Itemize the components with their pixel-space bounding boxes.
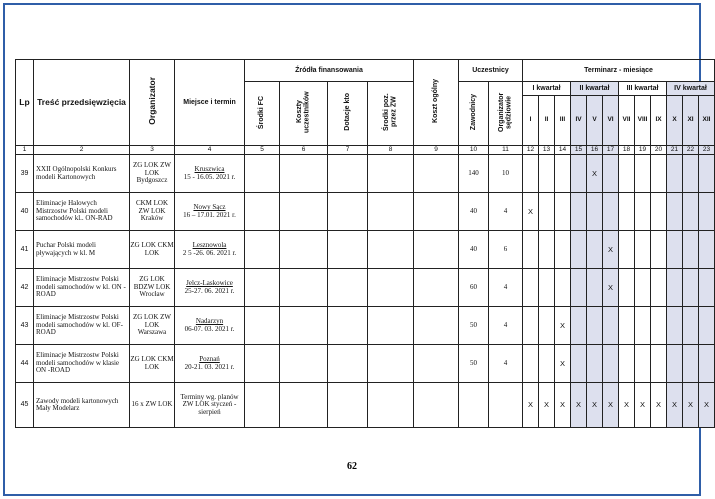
- row-organizator: ZG LOK ZW LOK Bydgoszcz: [130, 155, 175, 193]
- row-month-mark: [539, 345, 555, 383]
- row-month-mark: X: [667, 383, 683, 428]
- row-month-mark: [539, 231, 555, 269]
- row-empty-cost: [328, 269, 368, 307]
- row-zawodnicy: 60: [459, 269, 489, 307]
- row-empty-cost: [245, 345, 280, 383]
- row-empty-cost: [245, 231, 280, 269]
- row-month-mark: [555, 155, 571, 193]
- table-row: [16, 383, 715, 428]
- row-month-mark: [683, 193, 699, 231]
- row-month-mark: X: [683, 383, 699, 428]
- column-number: 11: [489, 146, 523, 155]
- row-tresc: XXII Ogólnopolski Konkurs modeli Kartonowych: [34, 155, 130, 193]
- row-month-mark: [683, 269, 699, 307]
- row-miejsce: [175, 231, 245, 269]
- row-month-mark: [555, 193, 571, 231]
- column-number: 9: [414, 146, 459, 155]
- row-month-mark: [539, 307, 555, 345]
- header-kwartal-2: II kwartał: [571, 82, 619, 96]
- column-number: 20: [651, 146, 667, 155]
- row-organizator: ZG LOK CKM LOK: [130, 231, 175, 269]
- row-month-mark: [699, 193, 715, 231]
- row-month-mark: [555, 231, 571, 269]
- row-month-mark: [619, 345, 635, 383]
- row-month-mark: [699, 269, 715, 307]
- row-month-mark: [603, 155, 619, 193]
- row-month-mark: X: [635, 383, 651, 428]
- row-empty-cost: [328, 155, 368, 193]
- row-zawodnicy: 50: [459, 307, 489, 345]
- row-month-mark: [635, 269, 651, 307]
- row-month-mark: [555, 269, 571, 307]
- row-empty-cost: [414, 193, 459, 231]
- row-organizator: 16 x ZW LOK: [130, 383, 175, 428]
- row-month-mark: [571, 231, 587, 269]
- row-month-mark: [651, 155, 667, 193]
- row-month-mark: [587, 345, 603, 383]
- row-month-mark: [635, 193, 651, 231]
- row-month-mark: X: [523, 193, 539, 231]
- row-miejsce-place: Poznań: [199, 355, 220, 364]
- row-month-mark: [587, 269, 603, 307]
- month-header: VI: [603, 96, 619, 146]
- row-month-mark: [539, 155, 555, 193]
- row-lp: 40: [16, 193, 34, 231]
- month-header: III: [555, 96, 571, 146]
- row-month-mark: [699, 307, 715, 345]
- header-dotacje-label: Dotacje kto: [343, 93, 351, 132]
- row-month-mark: [619, 231, 635, 269]
- row-empty-cost: [368, 307, 414, 345]
- row-sedziowie: 4: [489, 345, 523, 383]
- row-month-mark: [587, 231, 603, 269]
- column-number: 23: [699, 146, 715, 155]
- row-miejsce-date: 06-07. 03. 2021 r.: [184, 324, 235, 333]
- row-month-mark: [571, 193, 587, 231]
- row-tresc: Eliminacje Mistrzostw Polski modeli samochodów w kl. ON - ROAD: [34, 269, 130, 307]
- row-month-mark: [635, 231, 651, 269]
- row-tresc: Zawody modeli kartonowych Mały Modelarz: [34, 383, 130, 428]
- row-tresc: Eliminacje Mistrzostw Polski modeli samochodów w klasie ON -ROAD: [34, 345, 130, 383]
- header-lp: Lp: [16, 60, 34, 146]
- header-srodki-fc: [245, 82, 280, 146]
- row-month-mark: X: [523, 383, 539, 428]
- row-miejsce: [175, 193, 245, 231]
- row-month-mark: [683, 155, 699, 193]
- row-month-mark: [667, 193, 683, 231]
- table-row: [16, 269, 715, 307]
- row-miejsce-place: Lesznowola: [192, 241, 227, 250]
- row-month-mark: [667, 155, 683, 193]
- row-zawodnicy: 140: [459, 155, 489, 193]
- row-month-mark: [587, 307, 603, 345]
- row-zawodnicy: [459, 383, 489, 428]
- column-number: 7: [328, 146, 368, 155]
- row-month-mark: X: [651, 383, 667, 428]
- row-month-mark: [667, 231, 683, 269]
- row-lp: 39: [16, 155, 34, 193]
- column-number: 10: [459, 146, 489, 155]
- month-header: IV: [571, 96, 587, 146]
- month-header: I: [523, 96, 539, 146]
- header-koszt-ogolny: [414, 60, 459, 146]
- plan-body: [16, 155, 715, 428]
- row-empty-cost: [280, 345, 328, 383]
- header-koszty: [280, 82, 328, 146]
- row-month-mark: [683, 231, 699, 269]
- row-lp: 44: [16, 345, 34, 383]
- row-month-mark: X: [587, 155, 603, 193]
- row-month-mark: [699, 155, 715, 193]
- table-row: [16, 345, 715, 383]
- header-organizator: [130, 60, 175, 146]
- row-month-mark: X: [555, 383, 571, 428]
- row-empty-cost: [368, 345, 414, 383]
- row-empty-cost: [280, 155, 328, 193]
- row-empty-cost: [414, 155, 459, 193]
- header-kwartal-4: IV kwartał: [667, 82, 715, 96]
- header-zawodnicy-label: Zawodnicy: [469, 94, 477, 131]
- row-empty-cost: [414, 345, 459, 383]
- row-organizator: CKM LOK ZW LOK Kraków: [130, 193, 175, 231]
- row-month-mark: X: [587, 383, 603, 428]
- row-miejsce-place: Jelcz-Laskowice: [186, 279, 233, 288]
- column-number: 4: [175, 146, 245, 155]
- month-header: XII: [699, 96, 715, 146]
- row-miejsce: [175, 269, 245, 307]
- column-number: 21: [667, 146, 683, 155]
- row-month-mark: [635, 155, 651, 193]
- row-month-mark: [667, 307, 683, 345]
- row-month-mark: X: [699, 383, 715, 428]
- header-uczestnicy: Uczestnicy: [459, 60, 523, 82]
- row-month-mark: [523, 345, 539, 383]
- row-empty-cost: [414, 383, 459, 428]
- row-sedziowie: [489, 383, 523, 428]
- header-organizator-label: Organizator: [146, 77, 157, 126]
- row-empty-cost: [245, 193, 280, 231]
- row-month-mark: [571, 345, 587, 383]
- row-month-mark: [603, 307, 619, 345]
- row-month-mark: [523, 307, 539, 345]
- column-number: 8: [368, 146, 414, 155]
- column-number: 6: [280, 146, 328, 155]
- row-miejsce: [175, 345, 245, 383]
- row-month-mark: X: [619, 383, 635, 428]
- row-miejsce-date: 20-21. 03. 2021 r.: [184, 362, 235, 371]
- header-koszty-label: Koszty uczestników: [296, 91, 311, 134]
- column-number: 19: [635, 146, 651, 155]
- column-number: 13: [539, 146, 555, 155]
- row-empty-cost: [414, 231, 459, 269]
- row-month-mark: [603, 345, 619, 383]
- row-organizator: ZG LOK BDZW LOK Wrocław: [130, 269, 175, 307]
- column-number: 2: [34, 146, 130, 155]
- column-number: 17: [603, 146, 619, 155]
- header-zawodnicy: [459, 82, 489, 146]
- month-header: VIII: [635, 96, 651, 146]
- row-month-mark: [619, 155, 635, 193]
- row-month-mark: X: [571, 383, 587, 428]
- header-srodki-zw-label: Środki poz. przez ZW: [383, 93, 398, 132]
- row-month-mark: [699, 231, 715, 269]
- row-organizator: ZG LOK ZW LOK Warszawa: [130, 307, 175, 345]
- plan-table: [15, 59, 715, 428]
- row-month-mark: [523, 231, 539, 269]
- row-miejsce-date: 16 – 17.01. 2021 r.: [183, 210, 236, 219]
- header-kwartal-3: III kwartał: [619, 82, 667, 96]
- row-empty-cost: [245, 269, 280, 307]
- row-tresc: Eliminacje Halowych Mistrzostw Polski modeli samochodów kl.. ON-RAD: [34, 193, 130, 231]
- row-empty-cost: [328, 383, 368, 428]
- column-number: 3: [130, 146, 175, 155]
- page-number: 62: [347, 461, 357, 472]
- row-month-mark: X: [539, 383, 555, 428]
- row-month-mark: [587, 193, 603, 231]
- row-lp: 42: [16, 269, 34, 307]
- table-row: [16, 155, 715, 193]
- row-organizator: ZG LOK CKM LOK: [130, 345, 175, 383]
- row-sedziowie: 4: [489, 269, 523, 307]
- header-terminarz: Terminarz - miesiące: [523, 60, 715, 82]
- row-miejsce: [175, 307, 245, 345]
- row-zawodnicy: 40: [459, 193, 489, 231]
- row-miejsce-place: Nowy Sącz: [193, 203, 226, 212]
- row-empty-cost: [368, 383, 414, 428]
- row-empty-cost: [245, 307, 280, 345]
- column-number: 15: [571, 146, 587, 155]
- table-row: [16, 231, 715, 269]
- row-empty-cost: [414, 269, 459, 307]
- row-month-mark: [539, 269, 555, 307]
- row-miejsce-date: Terminy wg. planów ZW LOK styczeń - sierpień: [180, 392, 239, 416]
- row-empty-cost: [328, 345, 368, 383]
- row-month-mark: [683, 345, 699, 383]
- month-header: XI: [683, 96, 699, 146]
- column-number: 18: [619, 146, 635, 155]
- row-empty-cost: [368, 155, 414, 193]
- row-lp: 45: [16, 383, 34, 428]
- row-miejsce-date: 15 - 16.05. 2021 r.: [183, 172, 236, 181]
- table-row: [16, 193, 715, 231]
- row-tresc: Eliminacje Mistrzostw Polski modeli samochodów w kl. OF- ROAD: [34, 307, 130, 345]
- header-organizator-sedziowie: [489, 82, 523, 146]
- row-miejsce-place: Kruszwica: [194, 165, 225, 174]
- row-month-mark: [523, 155, 539, 193]
- header-koszt-ogolny-label: Koszt ogólny: [432, 79, 440, 124]
- row-month-mark: [651, 307, 667, 345]
- column-number: 12: [523, 146, 539, 155]
- column-number: 1: [16, 146, 34, 155]
- row-month-mark: [651, 231, 667, 269]
- month-header: VII: [619, 96, 635, 146]
- row-empty-cost: [368, 193, 414, 231]
- row-month-mark: [667, 269, 683, 307]
- row-month-mark: X: [555, 345, 571, 383]
- row-month-mark: [539, 193, 555, 231]
- row-sedziowie: 4: [489, 307, 523, 345]
- row-month-mark: [619, 307, 635, 345]
- column-number: 14: [555, 146, 571, 155]
- column-number: 22: [683, 146, 699, 155]
- row-empty-cost: [368, 231, 414, 269]
- row-empty-cost: [368, 269, 414, 307]
- row-month-mark: [571, 155, 587, 193]
- row-empty-cost: [328, 193, 368, 231]
- row-month-mark: [651, 269, 667, 307]
- row-month-mark: [651, 193, 667, 231]
- row-empty-cost: [328, 307, 368, 345]
- header-miejsce: Miejsce i termin: [175, 60, 245, 146]
- column-number: 16: [587, 146, 603, 155]
- row-sedziowie: 6: [489, 231, 523, 269]
- month-header: IX: [651, 96, 667, 146]
- column-number-row: [16, 146, 715, 155]
- row-month-mark: [699, 345, 715, 383]
- header-dotacje: [328, 82, 368, 146]
- row-empty-cost: [280, 193, 328, 231]
- row-month-mark: X: [555, 307, 571, 345]
- row-empty-cost: [280, 307, 328, 345]
- row-month-mark: [651, 345, 667, 383]
- month-header: V: [587, 96, 603, 146]
- row-month-mark: [523, 269, 539, 307]
- row-empty-cost: [328, 231, 368, 269]
- row-miejsce-date: 25-27. 06. 2021 r.: [184, 286, 235, 295]
- row-sedziowie: 10: [489, 155, 523, 193]
- row-month-mark: [667, 345, 683, 383]
- table-row: [16, 307, 715, 345]
- month-header: X: [667, 96, 683, 146]
- row-zawodnicy: 50: [459, 345, 489, 383]
- row-month-mark: [619, 269, 635, 307]
- row-month-mark: [571, 307, 587, 345]
- row-empty-cost: [280, 269, 328, 307]
- row-month-mark: [571, 269, 587, 307]
- row-miejsce: [175, 155, 245, 193]
- header-tresc: Treść przedsięwzięcia: [34, 60, 130, 146]
- month-header: II: [539, 96, 555, 146]
- row-month-mark: [619, 193, 635, 231]
- row-miejsce: [175, 383, 245, 428]
- row-tresc: Puchar Polski modeli pływających w kl. M: [34, 231, 130, 269]
- column-number: 5: [245, 146, 280, 155]
- row-zawodnicy: 40: [459, 231, 489, 269]
- row-empty-cost: [280, 231, 328, 269]
- row-empty-cost: [245, 383, 280, 428]
- row-lp: 43: [16, 307, 34, 345]
- header-srodki-zw: [368, 82, 414, 146]
- header-srodki-fc-label: Środki FC: [258, 95, 266, 129]
- row-miejsce-place: Nadarzyn: [195, 317, 224, 326]
- row-month-mark: [683, 307, 699, 345]
- row-miejsce-date: 2 5 -26. 06. 2021 r.: [182, 248, 237, 257]
- row-empty-cost: [414, 307, 459, 345]
- row-month-mark: X: [603, 269, 619, 307]
- row-sedziowie: 4: [489, 193, 523, 231]
- row-month-mark: X: [603, 231, 619, 269]
- row-empty-cost: [280, 383, 328, 428]
- header-organizator-sedziowie-label: Organizator sędziowie: [498, 92, 513, 132]
- header-kwartal-1: I kwartał: [523, 82, 571, 96]
- row-month-mark: [635, 345, 651, 383]
- row-lp: 41: [16, 231, 34, 269]
- row-month-mark: [635, 307, 651, 345]
- row-empty-cost: [245, 155, 280, 193]
- row-month-mark: [603, 193, 619, 231]
- row-month-mark: X: [603, 383, 619, 428]
- header-zrodla: Źródła finansowania: [245, 60, 414, 82]
